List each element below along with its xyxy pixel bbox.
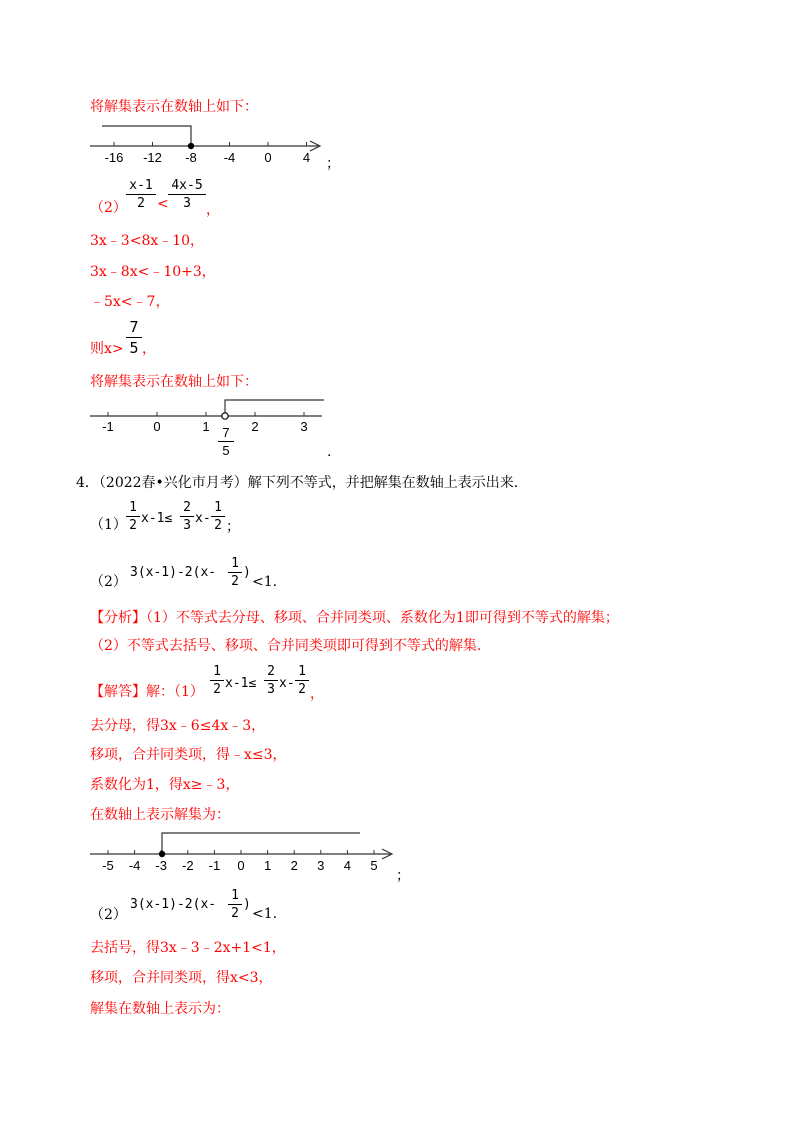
solution-bracket-3 — [162, 833, 360, 854]
q4-part2-label: （2） — [90, 574, 127, 590]
axis-tick-label: 4 — [302, 150, 311, 165]
axis-tick-label: -1 — [102, 419, 114, 434]
axis-tick-label: 0 — [264, 150, 272, 165]
q4-answer-part2-label: （2） — [90, 907, 127, 923]
ans-frac-1-2-b: 1 2 — [295, 664, 309, 697]
number-line-3 — [90, 828, 400, 878]
step-3: ﹣5x<﹣7， — [90, 294, 170, 310]
closed-point-marker-3 — [159, 851, 165, 857]
analysis-head: 【分析】 — [90, 610, 146, 626]
frac-1-2-c: 1 2 — [228, 556, 242, 589]
q4-part2-expr: 3(x-1)-2(x- — [130, 565, 217, 580]
axis-tick-label: 2 — [290, 858, 298, 873]
marker-fraction-7-5: 7 5 — [218, 425, 234, 458]
semicolon-1: ； — [326, 156, 340, 172]
axis-tick-label: -5 — [102, 858, 114, 873]
q4-part1-mid2: x- — [195, 511, 211, 526]
axis-tick-label: -12 — [143, 150, 162, 165]
display-line-2: 将解集表示在数轴上如下： — [90, 374, 258, 390]
q4-part1-tail: ； — [226, 519, 240, 535]
axis-tick-label: 2 — [251, 419, 259, 434]
solution-step-4: 在数轴上表示解集为： — [90, 807, 230, 823]
axis-tick-label: 1 — [263, 858, 272, 873]
period: . — [327, 444, 332, 460]
open-point-marker — [222, 413, 228, 419]
ans-frac-1-2-a: 1 2 — [210, 664, 224, 697]
axis-tick-label: 0 — [237, 858, 245, 873]
q4-part1-label: （1） — [90, 517, 127, 533]
ans-mid2: x- — [279, 676, 295, 691]
fraction-lhs: x-1 2 — [126, 178, 156, 211]
axis-tick-label: -4 — [223, 150, 236, 165]
closed-point-marker — [188, 143, 194, 149]
solution-step-2: 移项，合并同类项，得﹣x≤3， — [90, 747, 287, 763]
step-4-prefix: 则x> — [90, 341, 124, 357]
analysis-line-2: （2）不等式去括号、移项、合并同类项即可得到不等式的解集. — [90, 638, 482, 654]
step-1: 3x﹣3<8x﹣10， — [90, 233, 205, 249]
ans-part2-close: ) — [243, 897, 251, 912]
solution-step-5: 去括号，得3x﹣3﹣2x+1<1， — [90, 940, 286, 956]
solution-step-7: 解集在数轴上表示为： — [90, 1001, 230, 1017]
axis-tick-label: 0 — [153, 419, 161, 434]
question-4-stem: 4．（2022春•兴化市月考）解下列不等式，并把解集在数轴上表示出来． — [76, 475, 528, 491]
fraction-rhs: 4x-5 3 — [168, 178, 206, 211]
ans-part2-tail: <1. — [252, 906, 278, 922]
axis-tick-label: 4 — [343, 858, 352, 873]
ans-tail: ， — [310, 686, 324, 702]
ans-mid: x-1≤ — [225, 676, 257, 691]
ans-frac-1-2-c: 1 2 — [228, 888, 242, 921]
step-4-tail: ， — [142, 341, 156, 357]
answer-head: 【解答】 — [90, 684, 146, 700]
axis-tick-label: -1 — [208, 858, 221, 873]
frac-2-3: 2 3 — [180, 500, 194, 533]
analysis-line-1 — [90, 609, 619, 627]
axis-tick-label: 5 — [370, 858, 378, 873]
q4-part2-close: ) — [243, 565, 251, 580]
axis-tick-label: 1 — [202, 419, 210, 434]
answer-line — [90, 683, 204, 701]
q4-part1-mid: x-1≤ — [141, 511, 173, 526]
solution-step-6: 移项，合并同类项，得x<3， — [90, 970, 273, 986]
axis-tick-label: 3 — [300, 419, 308, 434]
frac-1-2-a: 1 2 — [126, 500, 140, 533]
answer-intro: 解：（1） — [146, 684, 204, 700]
q4-part2-tail: <1. — [252, 574, 278, 590]
solution-bracket-2 — [225, 400, 324, 416]
axis-tick-label: -4 — [128, 858, 141, 873]
axis-tick-label: -16 — [104, 150, 124, 165]
fraction-7-5: 7 5 — [126, 318, 142, 357]
number-line-2 — [90, 396, 330, 460]
comma: ， — [206, 202, 220, 218]
ans-part2-expr: 3(x-1)-2(x- — [130, 897, 217, 912]
display-line-1: 将解集表示在数轴上如下： — [90, 99, 258, 115]
axis-tick-label: -8 — [185, 150, 197, 165]
solution-step-3: 系数化为1，得x≥﹣3， — [90, 777, 240, 793]
axis-tick-label: -3 — [155, 858, 167, 873]
ans-frac-2-3: 2 3 — [264, 664, 278, 697]
number-line-1 — [90, 118, 350, 168]
less-than-sign: < — [157, 196, 169, 212]
step-2: 3x﹣8x<﹣10+3， — [90, 264, 216, 280]
axis-tick-label: -2 — [182, 858, 194, 873]
frac-1-2-b: 1 2 — [211, 500, 225, 533]
solution-bracket-1 — [102, 126, 191, 146]
analysis-text-1: （1）不等式去分母、移项、合并同类项、系数化为1即可得到不等式的解集； — [146, 610, 619, 626]
axis-tick-label: 3 — [317, 858, 325, 873]
semicolon-3: ； — [396, 868, 410, 884]
solution-step-1: 去分母，得3x﹣6≤4x﹣3， — [90, 718, 266, 734]
part2-label: （2） — [90, 200, 127, 216]
